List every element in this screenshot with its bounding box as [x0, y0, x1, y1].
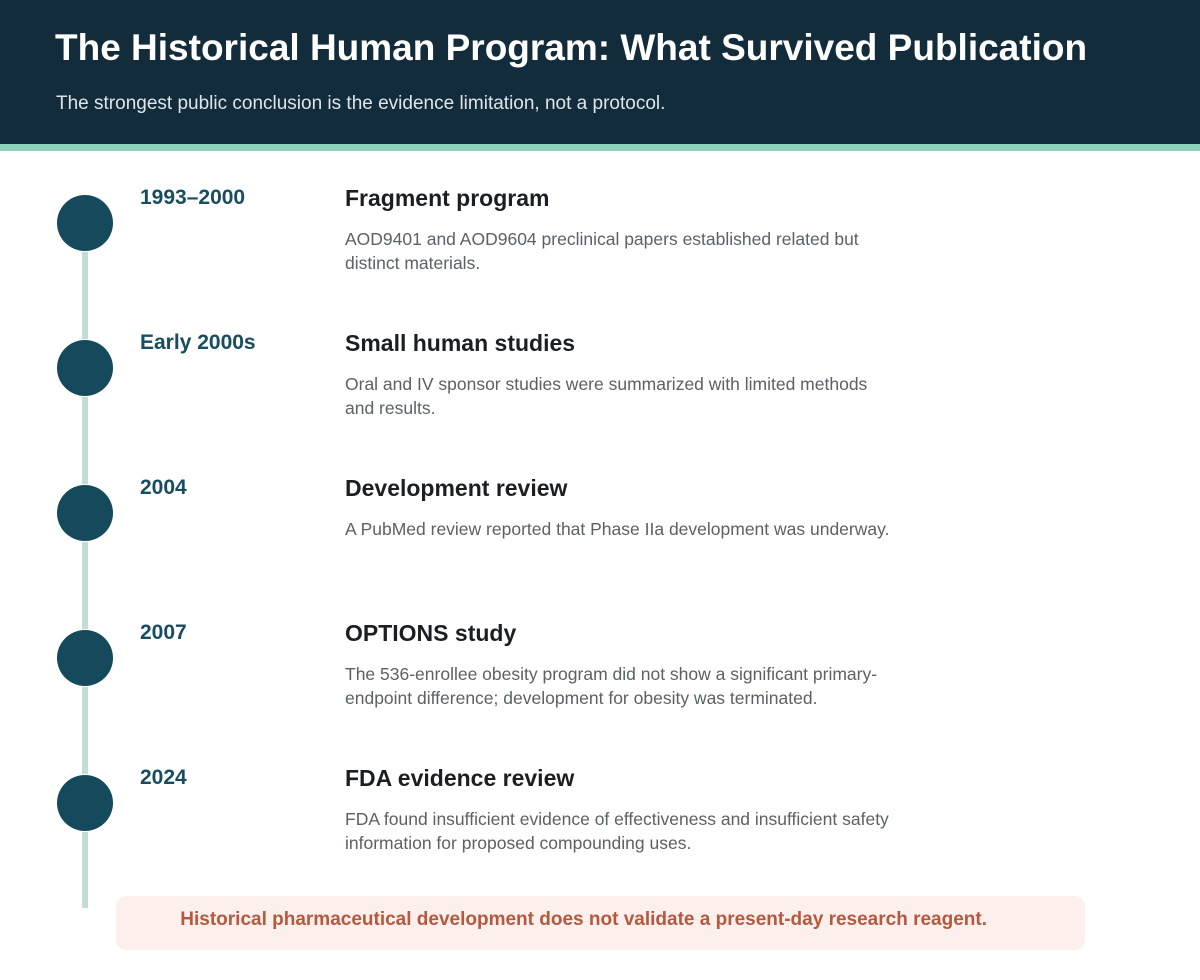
event-title: FDA evidence review [345, 765, 575, 791]
callout-text: Historical pharmaceutical development does not validate a present-day research reagent. [180, 909, 987, 930]
page-subtitle: The strongest public conclusion is the evidence limitation, not a protocol. [56, 93, 666, 114]
timeline-node [57, 775, 113, 831]
event-title: OPTIONS study [345, 620, 517, 646]
conclusion-callout [116, 896, 1085, 950]
event-description: AOD9401 and AOD9604 preclinical papers established related but distinct materials. [345, 229, 859, 273]
timeline-event [0, 620, 1200, 775]
timeline-event [0, 330, 1200, 485]
event-description: A PubMed review reported that Phase IIa development was underway. [345, 519, 890, 539]
event-year: 2004 [140, 476, 187, 499]
event-title: Development review [345, 475, 568, 501]
event-title: Small human studies [345, 330, 576, 356]
event-description: Oral and IV sponsor studies were summarized with limited methods and results. [345, 374, 868, 418]
timeline-node [57, 340, 113, 396]
timeline-event [0, 475, 1200, 630]
event-year: Early 2000s [140, 331, 256, 354]
timeline-node [57, 630, 113, 686]
event-year: 2024 [140, 766, 187, 789]
event-description: FDA found insufficient evidence of effectiveness and insufficient safety information for proposed compounding uses. [345, 809, 889, 853]
timeline-node [57, 485, 113, 541]
event-description: The 536-enrollee obesity program did not show a significant primary-endpoint difference; development for obesity was terminated. [345, 664, 878, 708]
header-accent-rule [0, 144, 1200, 151]
timeline-node [57, 195, 113, 251]
timeline-event [0, 185, 1200, 340]
header-banner [0, 0, 1200, 144]
event-title: Fragment program [345, 185, 550, 211]
event-year: 2007 [140, 621, 187, 644]
page-title: The Historical Human Program: What Survived Publication [55, 27, 1088, 68]
event-year: 1993–2000 [140, 186, 246, 209]
